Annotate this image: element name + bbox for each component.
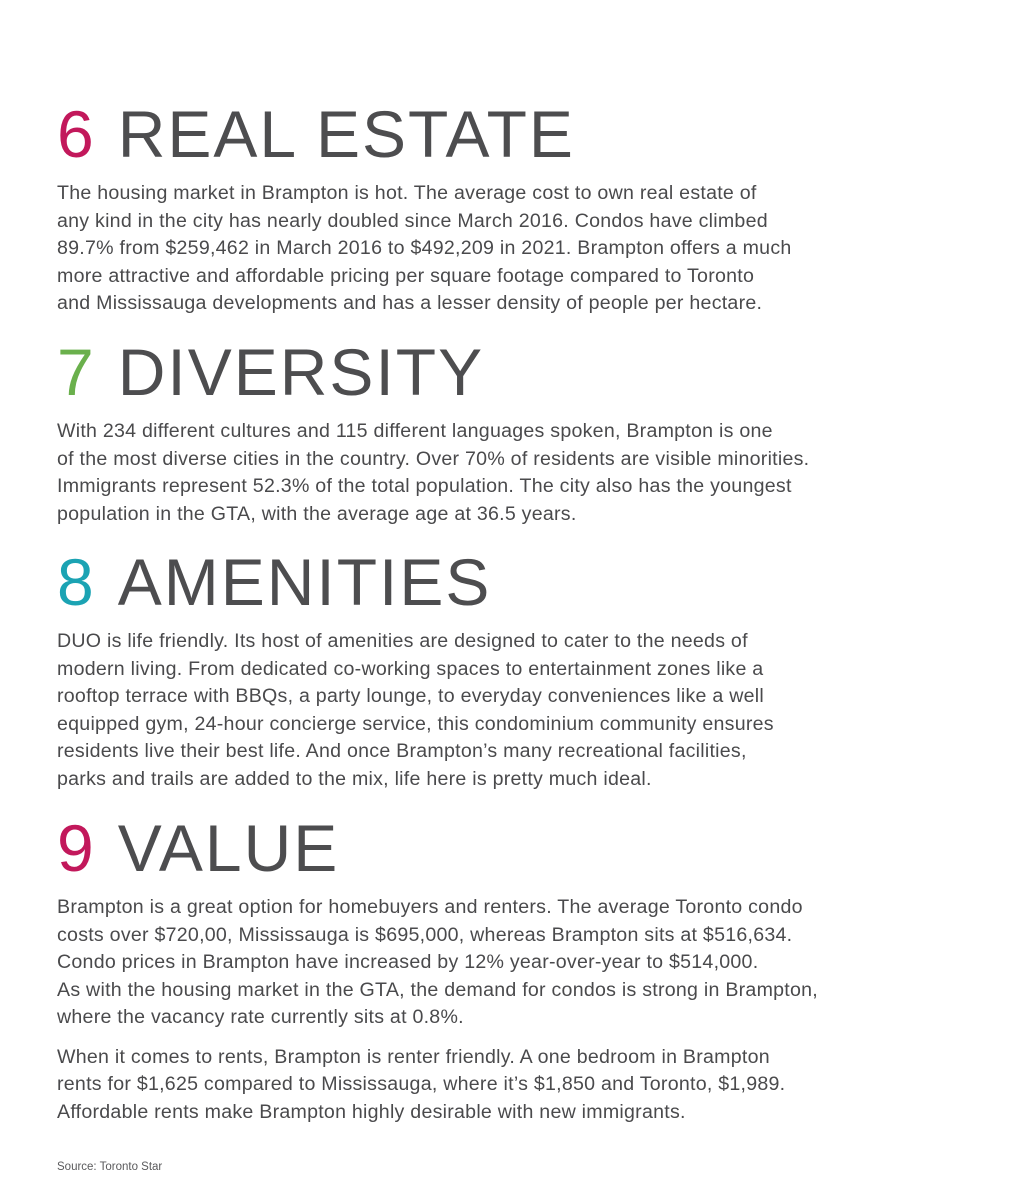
- paragraph-line: of the most diverse cities in the country. Over 70% of residents are visible minorities.: [57, 447, 810, 470]
- paragraph-line: equipped gym, 24-hour concierge service, this condominium community ensures: [57, 712, 774, 735]
- section-paragraph: [57, 180, 987, 318]
- section-paragraph: [57, 894, 987, 1032]
- section-heading: [57, 336, 987, 408]
- paragraph-line: Condo prices in Brampton have increased by 12% year-over-year to $514,000.: [57, 951, 759, 973]
- paragraph-line: 89.7% from $259,462 in March 2016 to $492,209 in 2021. Brampton offers a much: [57, 237, 792, 259]
- paragraph-line: Affordable rents make Brampton highly desirable with new immigrants.: [57, 1100, 686, 1123]
- source-note: Source: Toronto Star: [57, 1161, 163, 1173]
- section-real-estate: [57, 98, 987, 318]
- section-number: 8: [57, 545, 96, 619]
- section-paragraph: [57, 628, 987, 793]
- paragraph-line: DUO is life friendly. Its host of amenities are designed to cater to the needs of: [57, 630, 748, 652]
- paragraph-line: When it comes to rents, Brampton is renter friendly. A one bedroom in Brampton: [57, 1045, 770, 1068]
- section-number: 6: [57, 97, 96, 171]
- section-paragraph: [57, 418, 987, 528]
- paragraph-line: residents live their best life. And once Brampton’s many recreational facilities,: [57, 740, 747, 762]
- paragraph-line: rooftop terrace with BBQs, a party lounge, to everyday conveniences like a well: [57, 685, 764, 707]
- section-amenities: [57, 546, 987, 793]
- section-value: [57, 812, 987, 1126]
- paragraph-line: any kind in the city has nearly doubled since March 2016. Condos have climbed: [57, 209, 768, 232]
- section-number: 9: [57, 811, 96, 885]
- section-paragraph: [57, 1044, 987, 1127]
- section-heading: [57, 812, 987, 884]
- section-number: 7: [57, 335, 96, 409]
- paragraph-line: population in the GTA, with the average age at 36.5 years.: [57, 502, 577, 525]
- section-title: DIVERSITY: [117, 335, 485, 409]
- paragraph-line: where the vacancy rate currently sits at 0.8%.: [57, 1006, 464, 1028]
- section-title: VALUE: [117, 811, 340, 885]
- section-title: AMENITIES: [117, 545, 492, 619]
- paragraph-line: more attractive and affordable pricing per square footage compared to Toronto: [57, 264, 755, 287]
- paragraph-line: As with the housing market in the GTA, the demand for condos is strong in Brampton,: [57, 978, 818, 1001]
- paragraph-line: Brampton is a great option for homebuyers and renters. The average Toronto condo: [57, 896, 803, 918]
- paragraph-line: Immigrants represent 52.3% of the total population. The city also has the youngest: [57, 475, 792, 497]
- paragraph-line: parks and trails are added to the mix, life here is pretty much ideal.: [57, 767, 652, 790]
- section-diversity: [57, 336, 987, 528]
- paragraph-line: and Mississauga developments and has a lesser density of people per hectare.: [57, 292, 763, 314]
- paragraph-line: modern living. From dedicated co-working spaces to entertainment zones like a: [57, 657, 764, 680]
- paragraph-line: The housing market in Brampton is hot. The average cost to own real estate of: [57, 182, 757, 204]
- paragraph-line: rents for $1,625 compared to Mississauga, where it’s $1,850 and Toronto, $1,989.: [57, 1073, 786, 1095]
- paragraph-line: With 234 different cultures and 115 different languages spoken, Brampton is one: [57, 420, 773, 442]
- section-heading: [57, 546, 987, 618]
- paragraph-line: costs over $720,00, Mississauga is $695,000, whereas Brampton sits at $516,634.: [57, 923, 793, 946]
- section-title: REAL ESTATE: [117, 97, 575, 171]
- section-heading: [57, 98, 987, 170]
